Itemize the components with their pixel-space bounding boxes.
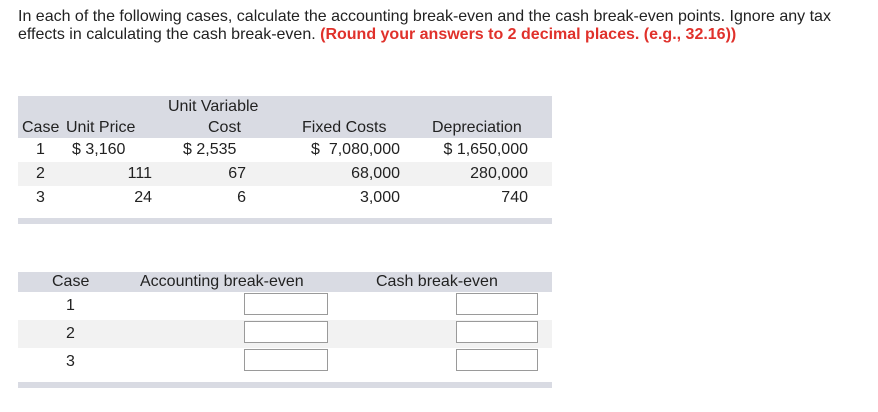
accounting-break-even-input[interactable] xyxy=(244,349,328,371)
table-row xyxy=(18,162,552,186)
cell-depreciation: 740 xyxy=(501,189,528,206)
answer-row xyxy=(18,348,552,376)
cell-unit-variable-cost: 6 xyxy=(237,189,246,206)
header-unit-price: Unit Price xyxy=(66,119,136,136)
cell-fixed-costs: $ 7,080,000 xyxy=(311,141,400,158)
cell-unit-variable-cost: $ 2,535 xyxy=(183,141,237,158)
answer-table-bottom-rule xyxy=(18,382,552,388)
answer-table xyxy=(18,272,552,388)
answer-case: 3 xyxy=(66,353,75,370)
cash-break-even-input[interactable] xyxy=(456,293,538,315)
cell-fixed-costs: 68,000 xyxy=(351,165,400,182)
answer-table-header xyxy=(18,272,552,292)
answer-row xyxy=(18,292,552,320)
cell-depreciation: 280,000 xyxy=(470,165,528,182)
accounting-break-even-input[interactable] xyxy=(244,293,328,315)
header-unit-variable-cost-line1: Unit Variable xyxy=(168,98,259,115)
cell-depreciation: $ 1,650,000 xyxy=(443,141,528,158)
answer-case: 1 xyxy=(66,297,75,314)
accounting-break-even-input[interactable] xyxy=(244,321,328,343)
instructions xyxy=(18,8,863,44)
table-bottom-rule xyxy=(18,218,552,224)
answer-header-accounting: Accounting break-even xyxy=(140,273,304,290)
table-row xyxy=(18,138,552,162)
header-fixed-costs: Fixed Costs xyxy=(302,119,387,136)
cell-case: 1 xyxy=(36,141,45,158)
instructions-text: In each of the following cases, calculate the accounting break-even and the cash break-even points. Ignore any tax effects in calculating the cash break-even. xyxy=(18,8,831,43)
cash-break-even-input[interactable] xyxy=(456,321,538,343)
cash-break-even-input[interactable] xyxy=(456,349,538,371)
case-data-table xyxy=(18,96,552,224)
answer-header-case: Case xyxy=(52,273,90,290)
table-header xyxy=(18,96,552,138)
cell-unit-price: $ 3,160 xyxy=(72,141,126,158)
cell-unit-price: 24 xyxy=(134,189,152,206)
answer-header-cash: Cash break-even xyxy=(376,273,498,290)
answer-row xyxy=(18,320,552,348)
cell-case: 3 xyxy=(36,189,45,206)
rounding-note: (Round your answers to 2 decimal places. (e.g., 32.16)) xyxy=(320,26,737,43)
table-row xyxy=(18,186,552,210)
header-case: Case xyxy=(22,119,60,136)
cell-unit-price: 111 xyxy=(127,165,152,182)
cell-case: 2 xyxy=(36,165,45,182)
header-depreciation: Depreciation xyxy=(432,119,522,136)
cell-fixed-costs: 3,000 xyxy=(359,189,400,206)
cell-unit-variable-cost: 67 xyxy=(228,165,246,182)
header-unit-variable-cost-line2: Cost xyxy=(208,119,241,136)
answer-case: 2 xyxy=(66,325,75,342)
